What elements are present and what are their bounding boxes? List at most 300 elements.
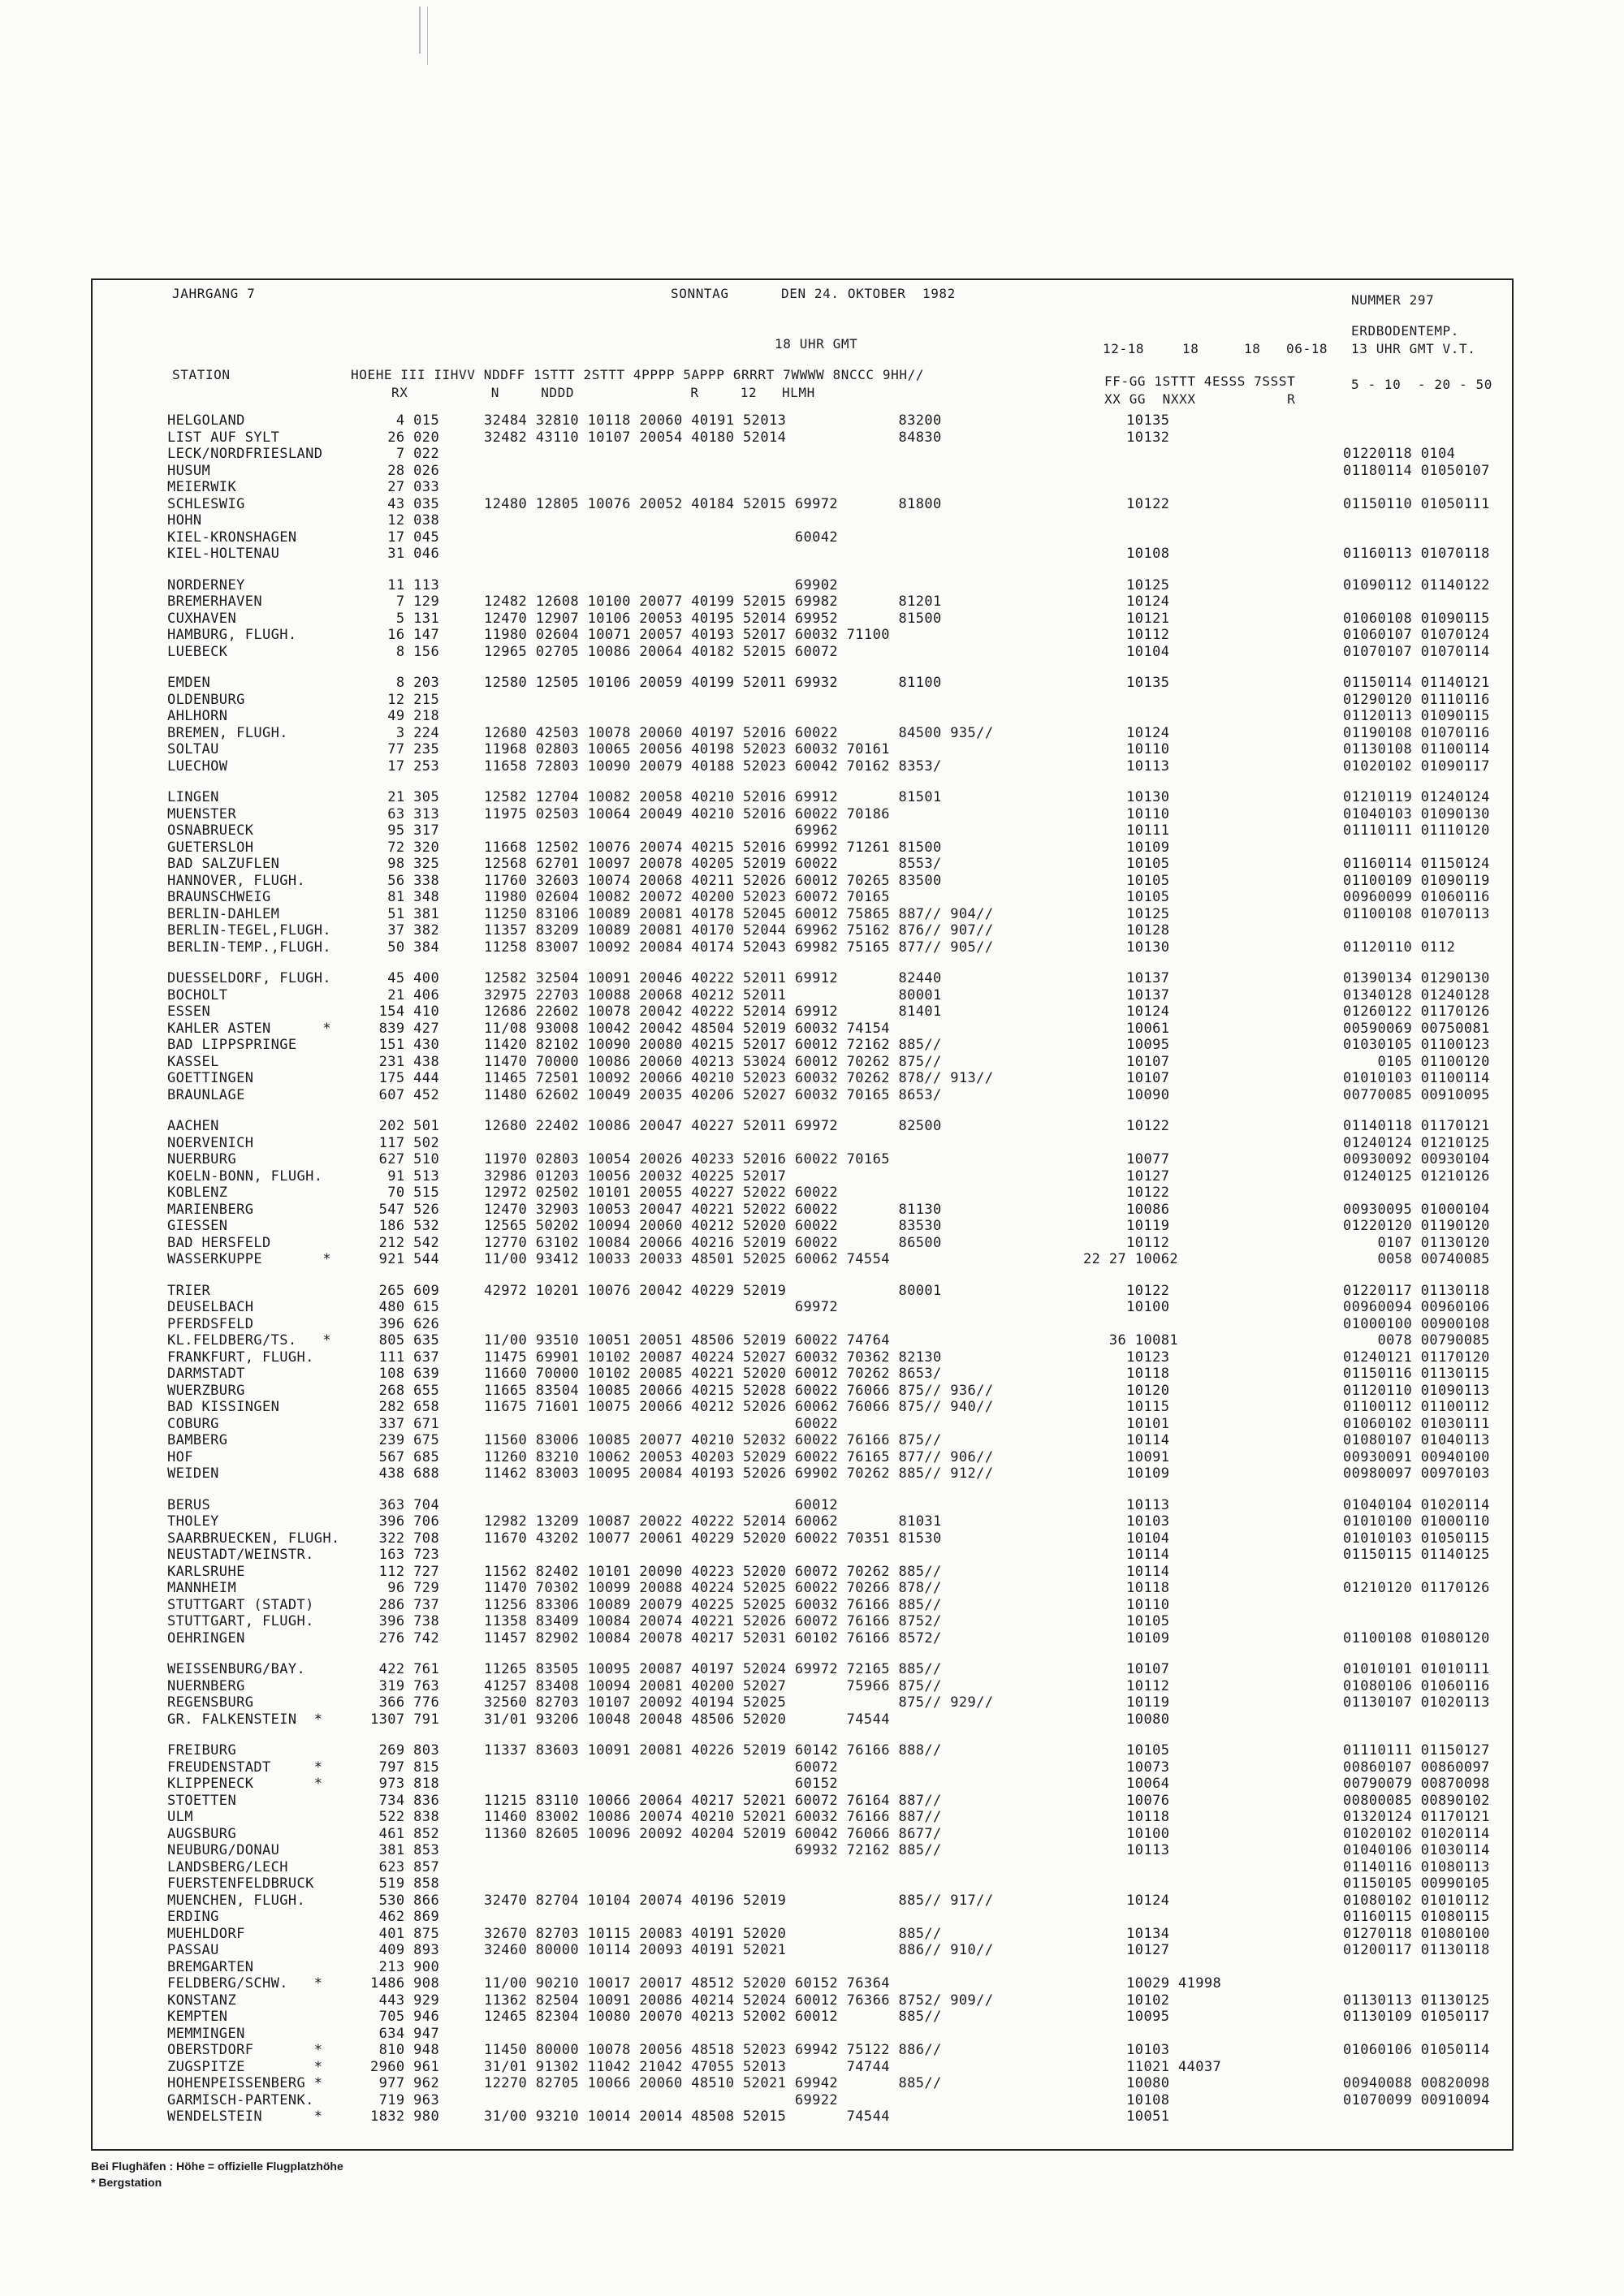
station-height-id: 719 963: [370, 2091, 440, 2108]
station-name: AACHEN: [167, 1118, 219, 1134]
synop-groups: 32975 22703 10088 20068 40212 52011 80001: [484, 986, 942, 1003]
soil-temperature: 01060102 01030111: [1343, 1415, 1490, 1432]
station-name: WEISSENBURG/BAY.: [167, 1661, 306, 1677]
station-name: NEUSTADT/WEINSTR.: [167, 1547, 314, 1563]
extra-groups: 10051: [1083, 2108, 1170, 2125]
station-name: LIST AUF SYLT: [167, 429, 280, 446]
table-row: [167, 1185, 1515, 1202]
station-height-id: 8 156: [370, 643, 440, 660]
table-row: [167, 1942, 1515, 1959]
station-name: PASSAU: [167, 1942, 219, 1958]
synop-groups: 11968 02803 10065 20056 40198 52023 60032 70161: [484, 741, 890, 757]
extra-groups: 10120: [1083, 1382, 1170, 1399]
table-row: [167, 708, 1515, 725]
header-day: SONNTAG: [671, 286, 729, 301]
station-height-id: 519 858: [370, 1875, 440, 1892]
soil-temperature: 01010103 01050115: [1343, 1530, 1490, 1547]
station-height-id: 45 400: [370, 970, 440, 986]
station-height-id: 12 038: [370, 512, 440, 529]
station-name: ERDING: [167, 1909, 219, 1925]
table-row: [167, 970, 1515, 987]
station-name: BERLIN-TEGEL,FLUGH.: [167, 922, 332, 939]
synop-groups: 60152: [484, 1776, 839, 1792]
extra-groups: 10118: [1083, 1580, 1170, 1596]
station-name: MEMMINGEN: [167, 2025, 245, 2042]
extra-groups: 11021 44037: [1083, 2058, 1222, 2075]
synop-groups: 42972 10201 10076 20042 40229 52019 80001: [484, 1282, 942, 1299]
table-row: [167, 806, 1515, 823]
extra-groups: 10103: [1083, 2042, 1170, 2058]
extra-groups: 10125: [1083, 905, 1170, 922]
extra-groups: 10102: [1083, 1992, 1170, 2009]
station-height-id: 28 026: [370, 462, 440, 479]
table-row: [167, 2009, 1515, 2026]
station-height-id: 461 852: [370, 1825, 440, 1842]
synop-groups: 32482 43110 10107 20054 40180 52014 84830: [484, 429, 942, 446]
extra-groups: 10110: [1083, 1596, 1170, 1613]
table-row: [167, 2092, 1515, 2109]
station-name: MARIENBERG: [167, 1201, 254, 1218]
soil-temperature: 01070107 01070114: [1343, 643, 1490, 660]
station-name: BREMERHAVEN: [167, 593, 262, 610]
station-name: BRAUNLAGE: [167, 1086, 245, 1103]
extra-groups: 10064: [1083, 1776, 1170, 1792]
station-name: HELGOLAND: [167, 412, 245, 429]
header-period-1218: 12-18: [1103, 341, 1145, 356]
table-row: [167, 446, 1515, 463]
table-row: [167, 1580, 1515, 1597]
synop-groups: 12470 32903 10053 20047 40221 52022 60022 81130: [484, 1201, 942, 1218]
table-row: [167, 1497, 1515, 1514]
extra-groups: 10100: [1083, 1299, 1170, 1315]
soil-temperature: 01240124 01210125: [1343, 1134, 1490, 1151]
synop-groups: 11/00 93412 10033 20033 48501 52025 60062 74554: [484, 1251, 890, 1267]
station-height-id: 839 427: [370, 1020, 440, 1037]
soil-temperature: 01150105 00990105: [1343, 1875, 1490, 1892]
table-row: [167, 1809, 1515, 1826]
station-height-id: 7 129: [370, 593, 440, 610]
station-name: FREUDENSTADT *: [167, 1759, 323, 1776]
extra-groups: 10137: [1083, 986, 1170, 1003]
station-height-id: 4 015: [370, 412, 440, 429]
station-height-id: 63 313: [370, 805, 440, 822]
station-height-id: 973 818: [370, 1776, 440, 1792]
station-height-id: 17 045: [370, 529, 440, 546]
soil-temperature: 01010103 01100114: [1343, 1070, 1490, 1086]
soil-temperature: 01320124 01170121: [1343, 1809, 1490, 1825]
soil-temperature: 01150116 01130115: [1343, 1366, 1490, 1382]
soil-temperature: 01240121 01170120: [1343, 1349, 1490, 1366]
table-row: [167, 577, 1515, 594]
extra-groups: 36 10081: [1083, 1332, 1178, 1349]
station-name: REGENSBURG: [167, 1694, 254, 1711]
table-row: [167, 856, 1515, 873]
soil-temperature: 00980097 00970103: [1343, 1465, 1490, 1482]
header-depth: 5 - 10 - 20 - 50: [1351, 377, 1492, 392]
synop-groups: 11357 83209 10089 20081 40170 52044 69962 75162 876// 907//: [484, 922, 994, 939]
soil-temperature: 01240125 01210126: [1343, 1167, 1490, 1185]
table-row: [167, 1547, 1515, 1564]
extra-groups: 10029 41998: [1083, 1975, 1222, 1992]
soil-temperature: 01130107 01020113: [1343, 1694, 1490, 1711]
station-name: OEHRINGEN: [167, 1629, 245, 1646]
station-name: TRIER: [167, 1282, 211, 1299]
extra-groups: 10086: [1083, 1201, 1170, 1218]
table-row: [167, 1432, 1515, 1449]
station-height-id: 409 893: [370, 1942, 440, 1958]
station-name: MUENCHEN, FLUGH.: [167, 1892, 306, 1909]
extra-groups: 10135: [1083, 675, 1170, 691]
synop-groups: 11660 70000 10102 20085 40221 52020 60012 70262 8653/: [484, 1366, 942, 1382]
soil-temperature: 00800085 00890102: [1343, 1792, 1490, 1809]
station-height-id: 396 626: [370, 1315, 440, 1332]
extra-groups: 10121: [1083, 610, 1170, 627]
synop-groups: 12565 50202 10094 20060 40212 52020 60022 83530: [484, 1218, 942, 1234]
station-name: BRAUNSCHWEIG: [167, 889, 271, 905]
extra-groups: 10061: [1083, 1020, 1170, 1037]
soil-temperature: 01220117 01130118: [1343, 1282, 1490, 1299]
station-name: EMDEN: [167, 675, 211, 691]
header-date: DEN 24. OKTOBER 1982: [781, 286, 956, 301]
table-row: [167, 1892, 1515, 1910]
station-height-id: 50 384: [370, 939, 440, 956]
extra-groups: 10130: [1083, 789, 1170, 805]
station-height-id: 70 515: [370, 1185, 440, 1201]
extra-groups: 10125: [1083, 576, 1170, 593]
station-height-id: 112 727: [370, 1563, 440, 1580]
extra-groups: 10122: [1083, 495, 1170, 512]
extra-groups: 10112: [1083, 1677, 1170, 1694]
extra-groups: 10119: [1083, 1694, 1170, 1711]
station-group: [167, 577, 1515, 661]
soil-temperature: 01060106 01050114: [1343, 2042, 1490, 2058]
station-height-id: 81 348: [370, 889, 440, 905]
station-height-id: 111 637: [370, 1349, 440, 1366]
station-name: LUECHOW: [167, 757, 228, 775]
table-row: [167, 758, 1515, 775]
extra-groups: 10123: [1083, 1349, 1170, 1366]
station-name: HANNOVER, FLUGH.: [167, 872, 306, 889]
soil-temperature: 01260122 01170126: [1343, 1003, 1490, 1020]
station-height-id: 91 513: [370, 1167, 440, 1185]
synop-groups: 32484 32810 10118 20060 40191 52013 83200: [484, 412, 942, 429]
table-row: [167, 412, 1515, 429]
extra-groups: 10112: [1083, 627, 1170, 643]
synop-groups: 11337 83603 10091 20081 40226 52019 60142 76166 888//: [484, 1742, 942, 1759]
table-row: [167, 1021, 1515, 1038]
station-name: BREMEN, FLUGH.: [167, 724, 288, 741]
station-table: [167, 412, 1515, 2140]
extra-groups: 10122: [1083, 1282, 1170, 1299]
station-name: HOHENPEISSENBERG *: [167, 2075, 323, 2091]
table-row: [167, 1826, 1515, 1843]
station-name: BOCHOLT: [167, 986, 228, 1003]
soil-temperature: 01160113 01070118: [1343, 546, 1490, 562]
synop-groups: 11668 12502 10076 20074 40215 52016 69992 71261 81500: [484, 839, 942, 856]
synop-groups: 11470 70000 10086 20060 40213 53024 60012 70262 875//: [484, 1053, 942, 1070]
table-row: [167, 1202, 1515, 1219]
soil-temperature: 01120113 01090115: [1343, 708, 1490, 724]
extra-groups: 10113: [1083, 1496, 1170, 1513]
station-name: MEIERWIK: [167, 479, 237, 495]
table-row: [167, 1678, 1515, 1695]
soil-temperature: 01000100 00900108: [1343, 1315, 1490, 1332]
soil-temperature: 01220120 01190120: [1343, 1218, 1490, 1234]
synop-groups: 11420 82102 10090 20080 40215 52017 60012 72162 885//: [484, 1037, 942, 1053]
extra-groups: 10109: [1083, 1629, 1170, 1646]
soil-temperature: 01160114 01150124: [1343, 856, 1490, 872]
station-height-id: 154 410: [370, 1003, 440, 1020]
station-height-id: 175 444: [370, 1070, 440, 1086]
synop-groups: 12465 82304 10080 20070 40213 52002 60012 885//: [484, 2009, 942, 2025]
station-group: [167, 412, 1515, 563]
station-height-id: 11 113: [370, 576, 440, 593]
soil-temperature: 01210120 01170126: [1343, 1580, 1490, 1596]
station-name: LECK/NORDFRIESLAND: [167, 446, 323, 462]
table-row: [167, 1070, 1515, 1087]
table-row: [167, 1759, 1515, 1776]
table-row: [167, 1793, 1515, 1810]
soil-temperature: 01100109 01090119: [1343, 872, 1490, 889]
station-name: WASSERKUPPE *: [167, 1251, 332, 1267]
soil-temperature: 00960099 01060116: [1343, 889, 1490, 905]
station-name: FELDBERG/SCHW. *: [167, 1975, 323, 1992]
station-height-id: 5 131: [370, 610, 440, 627]
station-height-id: 530 866: [370, 1892, 440, 1909]
station-height-id: 239 675: [370, 1432, 440, 1448]
soil-temperature: 01080107 01040113: [1343, 1432, 1490, 1448]
synop-groups: 60022: [484, 1415, 839, 1432]
table-row: [167, 2026, 1515, 2043]
header-soil-temp-2: 13 UHR GMT V.T.: [1351, 341, 1476, 356]
table-row: [167, 1630, 1515, 1647]
extra-groups: 10135: [1083, 412, 1170, 429]
station-height-id: 286 737: [370, 1596, 440, 1613]
soil-temperature: 0107 01130120: [1343, 1234, 1490, 1251]
synop-groups: 11/08 93008 10042 20042 48504 52019 60032 74154: [484, 1020, 890, 1037]
soil-temperature: 01130108 01100114: [1343, 741, 1490, 757]
table-row: [167, 546, 1515, 563]
synop-groups: 11457 82902 10084 20078 40217 52031 60102 76166 8572/: [484, 1629, 942, 1646]
station-height-id: 522 838: [370, 1809, 440, 1825]
soil-temperature: 01150114 01140121: [1343, 675, 1490, 691]
synop-groups: 12580 12505 10106 20059 40199 52011 69932 81100: [484, 675, 942, 691]
station-height-id: 265 609: [370, 1282, 440, 1299]
header-period-18b: 18: [1244, 341, 1261, 356]
station-name: SOLTAU: [167, 741, 219, 757]
station-height-id: 337 671: [370, 1415, 440, 1432]
station-height-id: 322 708: [370, 1530, 440, 1547]
station-name: NEUBURG/DONAU: [167, 1842, 280, 1858]
station-height-id: 977 962: [370, 2075, 440, 2091]
table-row: [167, 1613, 1515, 1630]
table-row: [167, 1383, 1515, 1400]
station-height-id: 213 900: [370, 1958, 440, 1975]
synop-groups: 12582 32504 10091 20046 40222 52011 69912 82440: [484, 970, 942, 986]
header-soil-temp-1: ERDBODENTEMP.: [1351, 323, 1460, 339]
table-row: [167, 1054, 1515, 1071]
table-row: [167, 1218, 1515, 1235]
synop-groups: 32470 82704 10104 20074 40196 52019 885// 917//: [484, 1892, 994, 1909]
soil-temperature: 01060108 01090115: [1343, 610, 1490, 627]
synop-groups: 11980 02604 10082 20072 40200 52023 60072 70165: [484, 889, 890, 905]
station-height-id: 396 738: [370, 1613, 440, 1629]
extra-groups: 10114: [1083, 1547, 1170, 1563]
soil-temperature: 00930091 00940100: [1343, 1448, 1490, 1465]
soil-temperature: 01160115 01080115: [1343, 1909, 1490, 1925]
station-height-id: 268 655: [370, 1382, 440, 1399]
table-row: [167, 1959, 1515, 1976]
station-name: BAD SALZUFLEN: [167, 856, 280, 872]
table-row: [167, 429, 1515, 447]
station-name: BAMBERG: [167, 1432, 228, 1448]
extra-groups: 10076: [1083, 1792, 1170, 1809]
extra-groups: 10105: [1083, 889, 1170, 905]
synop-groups: 69972: [484, 1299, 839, 1315]
station-height-id: 480 615: [370, 1299, 440, 1315]
extra-groups: 10077: [1083, 1151, 1170, 1167]
header-period-0618: 06-18: [1286, 341, 1328, 356]
soil-temperature: 01150115 01140125: [1343, 1547, 1490, 1563]
station-height-id: 282 658: [370, 1399, 440, 1415]
synop-groups: 11/00 90210 10017 20017 48512 52020 60152 76364: [484, 1975, 890, 1992]
synop-groups: 69932 72162 885//: [484, 1842, 942, 1858]
station-name: FUERSTENFELDBRUCK: [167, 1875, 314, 1892]
table-row: [167, 2075, 1515, 2092]
table-row: [167, 1299, 1515, 1316]
table-row: [167, 789, 1515, 806]
station-name: KOBLENZ: [167, 1185, 228, 1201]
station-height-id: 108 639: [370, 1366, 440, 1382]
station-name: GARMISCH-PARTENK.: [167, 2091, 314, 2108]
soil-temperature: 01010100 01000110: [1343, 1513, 1490, 1530]
station-name: GUETERSLOH: [167, 839, 254, 856]
table-row: [167, 529, 1515, 546]
soil-temperature: 00930095 01000104: [1343, 1201, 1490, 1218]
extra-groups: 10104: [1083, 1530, 1170, 1547]
soil-temperature: 01130109 01050117: [1343, 2009, 1490, 2025]
synop-groups: 12582 12704 10082 20058 40210 52016 69912 81501: [484, 789, 942, 805]
station-name: DUESSELDORF, FLUGH.: [167, 970, 332, 986]
soil-temperature: 0078 00790085: [1343, 1332, 1490, 1349]
station-name: NORDERNEY: [167, 576, 245, 593]
extra-groups: 10132: [1083, 429, 1170, 446]
header-nummer: NUMMER 297: [1351, 292, 1435, 308]
station-name: NUERNBERG: [167, 1677, 245, 1694]
station-name: OSNABRUECK: [167, 822, 254, 839]
station-group: [167, 1118, 1515, 1268]
scan-mark-top-2: [427, 6, 428, 65]
table-row: [167, 725, 1515, 742]
station-name: SCHLESWIG: [167, 495, 245, 512]
station-name: WUERZBURG: [167, 1382, 245, 1399]
soil-temperature: 01210119 01240124: [1343, 789, 1490, 805]
table-row: [167, 1251, 1515, 1268]
station-height-id: 231 438: [370, 1053, 440, 1070]
station-name: ULM: [167, 1809, 193, 1825]
station-group: [167, 1497, 1515, 1647]
extra-groups: 10105: [1083, 856, 1170, 872]
extra-groups: 10080: [1083, 1711, 1170, 1728]
table-row: [167, 1742, 1515, 1759]
station-name: FREIBURG: [167, 1742, 237, 1759]
station-name: NOERVENICH: [167, 1134, 254, 1151]
header-right-2: XX GG NXXX R: [1104, 391, 1296, 407]
synop-groups: 11475 69901 10102 20087 40224 52027 60032 70362 82130: [484, 1349, 942, 1366]
station-height-id: 186 532: [370, 1218, 440, 1234]
station-height-id: 363 704: [370, 1496, 440, 1513]
soil-temperature: 01200117 01130118: [1343, 1942, 1490, 1958]
table-row: [167, 1151, 1515, 1168]
extra-groups: 10108: [1083, 546, 1170, 562]
extra-groups: 10134: [1083, 1925, 1170, 1942]
soil-temperature: 01100108 01080120: [1343, 1629, 1490, 1646]
table-row: [167, 1711, 1515, 1728]
station-height-id: 27 033: [370, 479, 440, 495]
station-group: [167, 1742, 1515, 2126]
station-name: STUTTGART (STADT): [167, 1596, 314, 1613]
soil-temperature: 01040103 01090130: [1343, 805, 1490, 822]
station-height-id: 276 742: [370, 1629, 440, 1646]
station-height-id: 269 803: [370, 1742, 440, 1759]
extra-groups: 10105: [1083, 1613, 1170, 1629]
station-name: BERUS: [167, 1496, 211, 1513]
station-name: WENDELSTEIN *: [167, 2108, 323, 2125]
soil-temperature: 01070099 00910094: [1343, 2091, 1490, 2108]
synop-groups: 11256 83306 10089 20079 40225 52025 60032 76166 885//: [484, 1596, 942, 1613]
station-height-id: 2960 961: [370, 2058, 440, 2075]
soil-temperature: 0058 00740085: [1343, 1251, 1490, 1267]
soil-temperature: 00590069 00750081: [1343, 1020, 1490, 1037]
station-name: STUTTGART, FLUGH.: [167, 1613, 314, 1629]
soil-temperature: 01220118 0104: [1343, 446, 1456, 462]
station-height-id: 366 776: [370, 1694, 440, 1711]
synop-groups: 11465 72501 10092 20066 40210 52023 60032 70262 878// 913//: [484, 1070, 994, 1086]
soil-temperature: 01040106 01030114: [1343, 1842, 1490, 1858]
table-row: [167, 839, 1515, 857]
extra-groups: 10118: [1083, 1366, 1170, 1382]
station-name: ZUGSPITZE *: [167, 2058, 323, 2075]
station-height-id: 396 706: [370, 1513, 440, 1530]
station-name: MUENSTER: [167, 805, 237, 822]
synop-groups: 11/00 93510 10051 20051 48506 52019 60022 74764: [484, 1332, 890, 1349]
station-name: HOHN: [167, 512, 202, 529]
extra-groups: 10122: [1083, 1118, 1170, 1134]
station-height-id: 7 022: [370, 446, 440, 462]
station-height-id: 43 035: [370, 495, 440, 512]
extra-groups: 10105: [1083, 872, 1170, 889]
table-row: [167, 1530, 1515, 1547]
station-height-id: 462 869: [370, 1909, 440, 1925]
soil-temperature: 01120110 01090113: [1343, 1382, 1490, 1399]
station-height-id: 1486 908: [370, 1975, 440, 1992]
extra-groups: 10090: [1083, 1086, 1170, 1103]
synop-groups: 11980 02604 10071 20057 40193 52017 60032 71100: [484, 627, 890, 643]
extra-groups: 10091: [1083, 1448, 1170, 1465]
soil-temperature: 0105 01100120: [1343, 1053, 1490, 1070]
extra-groups: 10110: [1083, 741, 1170, 757]
table-row: [167, 1661, 1515, 1678]
synop-groups: 11258 83007 10092 20084 40174 52043 69982 75165 877// 905//: [484, 939, 994, 956]
table-row: [167, 1087, 1515, 1104]
station-height-id: 96 729: [370, 1580, 440, 1596]
synop-groups: 11460 83002 10086 20074 40210 52021 60032 76166 887//: [484, 1809, 942, 1825]
station-group: [167, 675, 1515, 775]
extra-groups: 10118: [1083, 1809, 1170, 1825]
station-group: [167, 1661, 1515, 1728]
station-name: BAD LIPPSPRINGE: [167, 1037, 297, 1053]
station-height-id: 163 723: [370, 1547, 440, 1563]
